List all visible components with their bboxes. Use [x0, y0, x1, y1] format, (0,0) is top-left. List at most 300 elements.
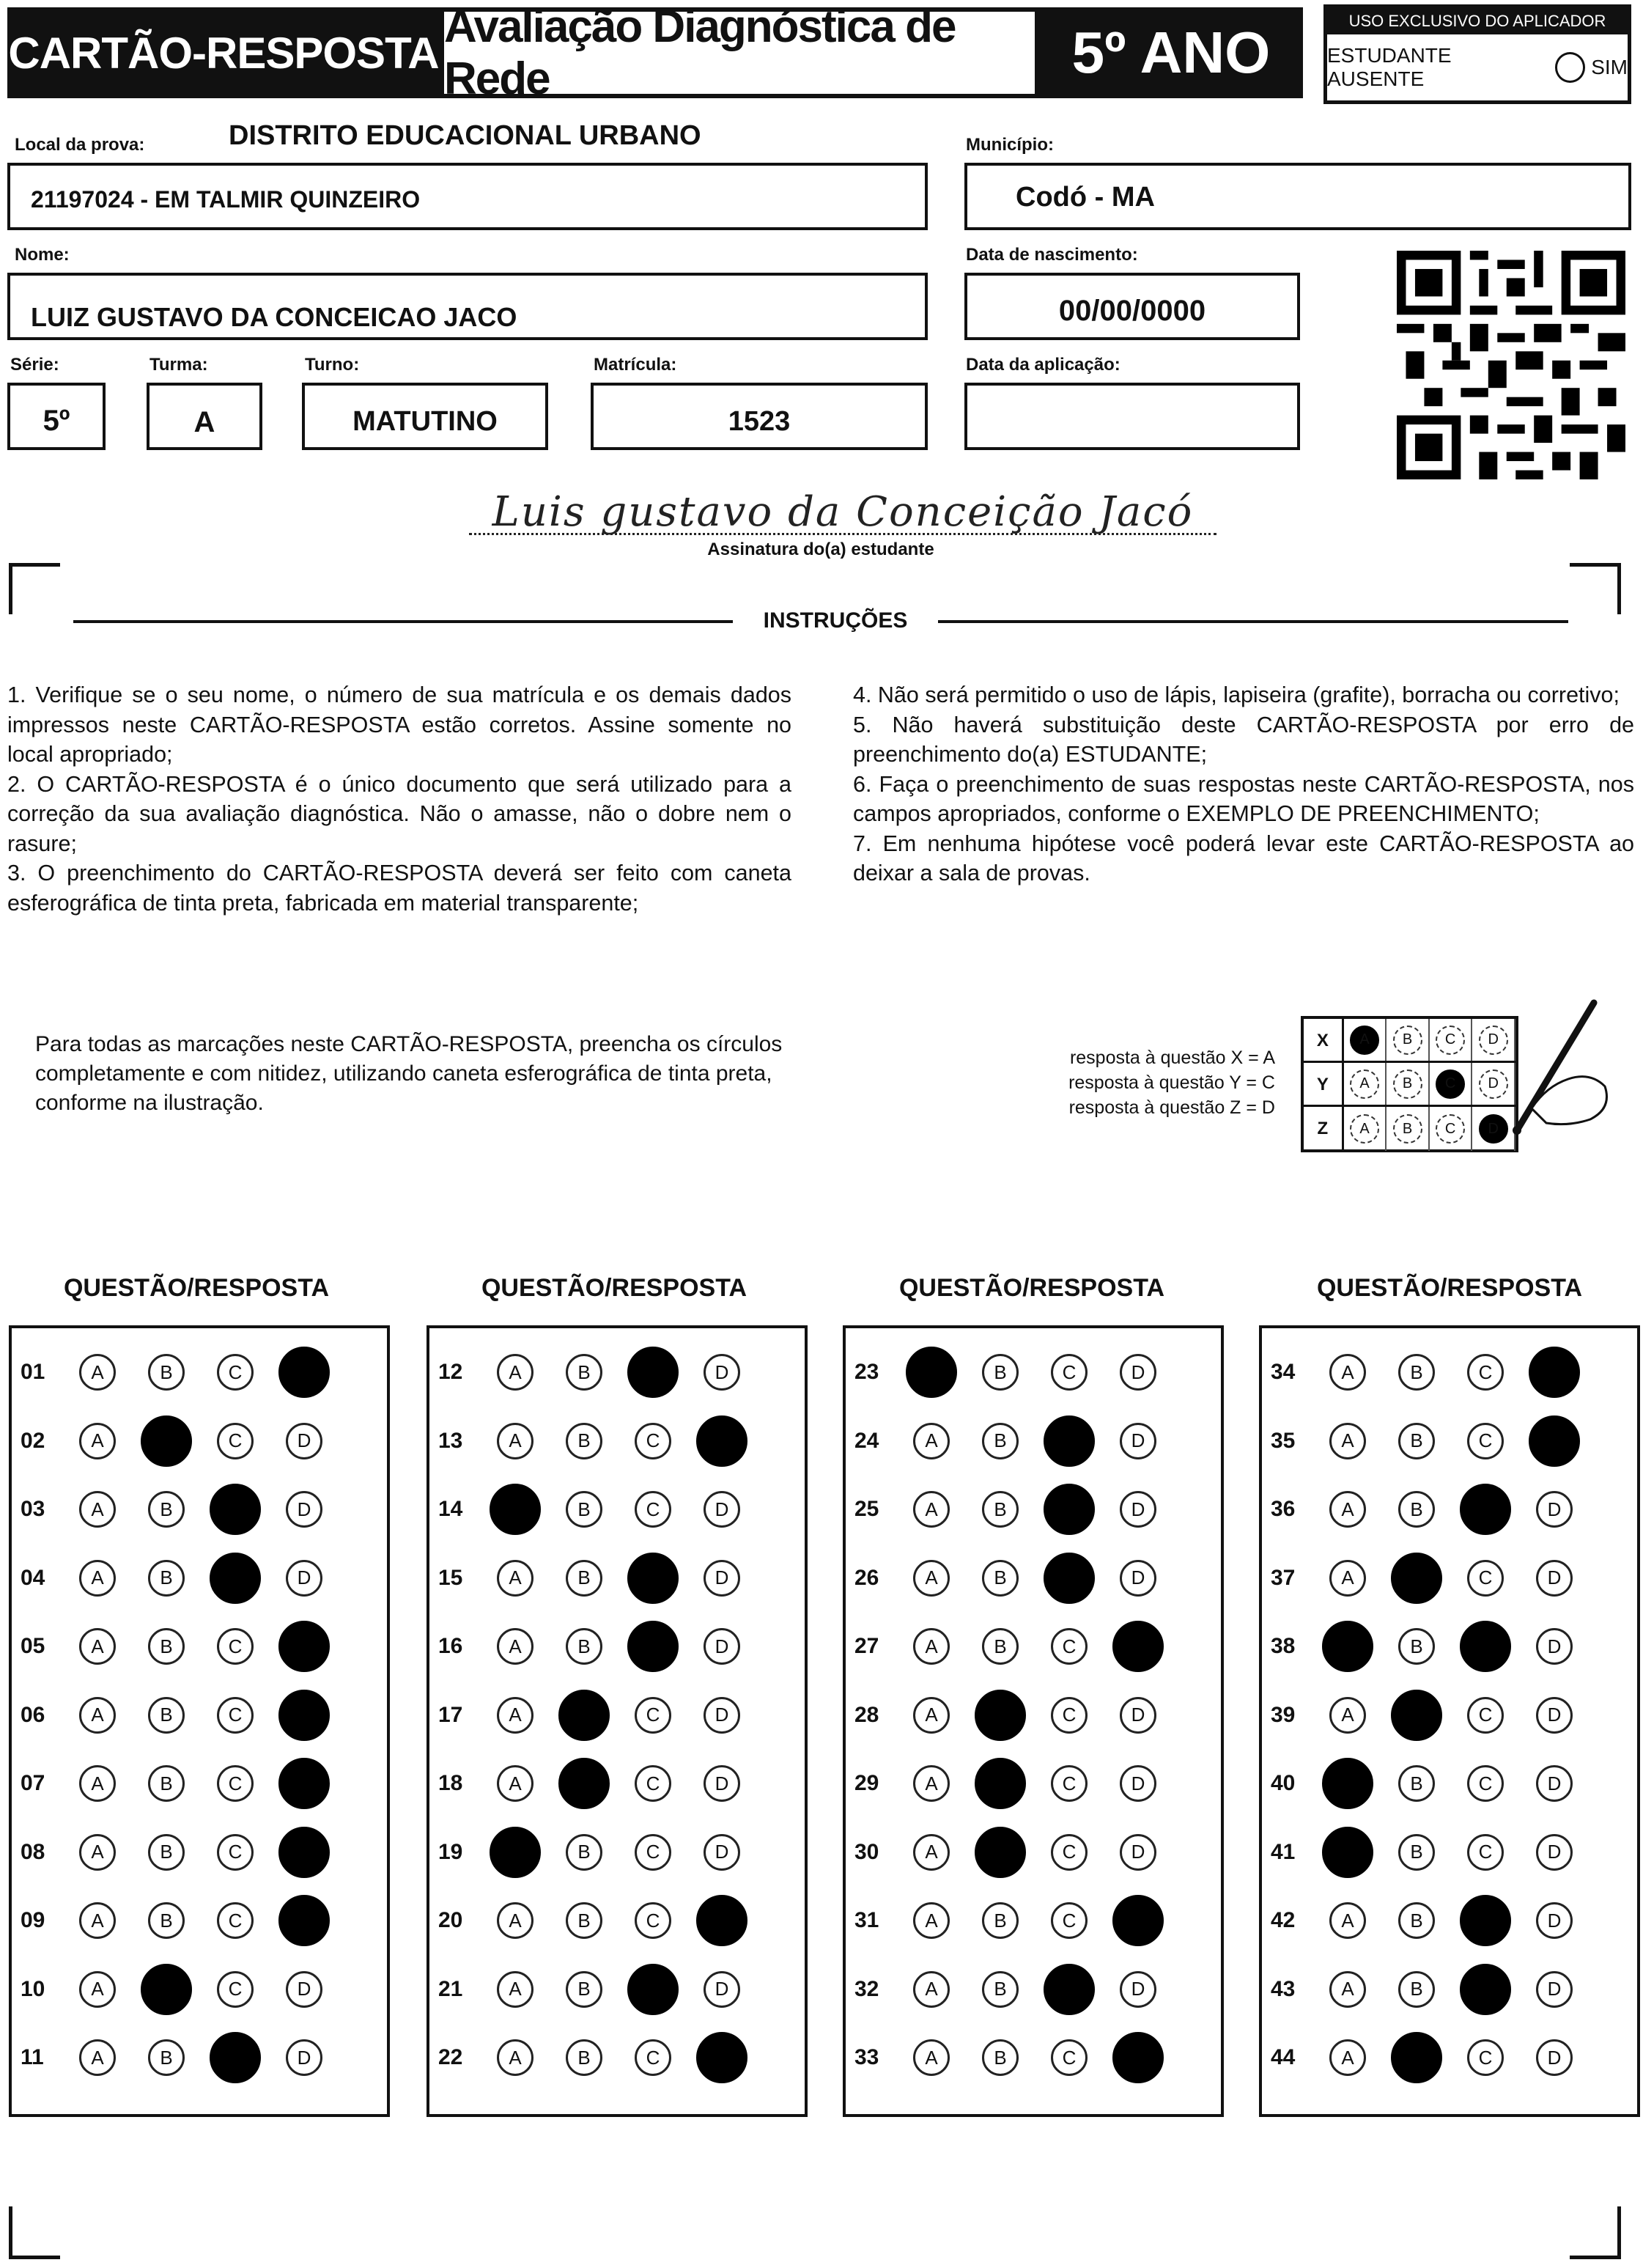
- answer-bubble-b[interactable]: B: [148, 1560, 185, 1597]
- answer-row: [429, 1830, 805, 1874]
- answer-bubble-b[interactable]: B: [558, 1690, 610, 1741]
- answer-bubble-b[interactable]: B: [148, 1628, 185, 1665]
- answer-row: [1262, 2036, 1637, 2080]
- answer-bubble-a[interactable]: A: [490, 1484, 541, 1535]
- answer-bubble-b[interactable]: B: [566, 2039, 602, 2076]
- answer-bubble-a[interactable]: A: [913, 1765, 950, 1802]
- answer-row: [429, 1624, 805, 1668]
- answer-bubble-a[interactable]: A: [497, 1423, 533, 1459]
- answer-bubble-d[interactable]: D: [278, 1827, 330, 1878]
- municipio-value: Codó - MA: [1016, 182, 1155, 213]
- answer-bubble-b[interactable]: B: [148, 1491, 185, 1528]
- example-bubble-b: B: [1393, 1114, 1422, 1144]
- answer-bubble-b[interactable]: B: [148, 1902, 185, 1939]
- answer-bubble-a[interactable]: A: [1329, 1423, 1366, 1459]
- answer-bubble-b[interactable]: B: [1398, 1423, 1435, 1459]
- answer-bubble-a[interactable]: A: [497, 1902, 533, 1939]
- question-number: 31: [854, 1908, 879, 1932]
- answer-bubble-b[interactable]: B: [148, 1354, 185, 1391]
- answer-bubble-d[interactable]: D: [286, 2039, 322, 2076]
- example-z-text: resposta à questão Z = D: [1068, 1097, 1275, 1118]
- answer-bubble-a[interactable]: A: [79, 1765, 116, 1802]
- turma-label: Turma:: [149, 355, 208, 375]
- question-number: 39: [1271, 1702, 1296, 1727]
- answer-bubble-d[interactable]: D: [1536, 1902, 1573, 1939]
- answer-row: [1262, 1350, 1637, 1394]
- aplicacao-field[interactable]: [964, 383, 1300, 450]
- answer-bubble-d[interactable]: D: [704, 1491, 740, 1528]
- answer-bubble-c[interactable]: C: [1467, 1765, 1504, 1802]
- answer-bubble-a[interactable]: A: [79, 1491, 116, 1528]
- answer-bubble-b[interactable]: B: [1391, 2032, 1442, 2083]
- example-bubble-a: A: [1350, 1069, 1379, 1099]
- answer-bubble-d[interactable]: D: [1536, 2039, 1573, 2076]
- answer-bubble-d[interactable]: D: [278, 1758, 330, 1809]
- answer-row: [846, 1693, 1221, 1737]
- question-number: 30: [854, 1839, 879, 1864]
- signature-caption: Assinatura do(a) estudante: [707, 540, 934, 559]
- answer-bubble-d[interactable]: D: [1120, 1971, 1156, 2008]
- answer-bubble-a[interactable]: A: [497, 1628, 533, 1665]
- answer-bubble-c[interactable]: C: [1460, 1964, 1511, 2015]
- answer-bubble-a[interactable]: A: [497, 2039, 533, 2076]
- answer-bubble-b[interactable]: B: [1391, 1553, 1442, 1604]
- example-bubble-d: D: [1479, 1069, 1508, 1099]
- answer-bubble-d[interactable]: D: [704, 1354, 740, 1391]
- answer-row: [1262, 1899, 1637, 1943]
- answer-bubble-a[interactable]: A: [79, 2039, 116, 2076]
- answer-bubble-b[interactable]: B: [566, 1423, 602, 1459]
- answer-bubble-b[interactable]: B: [566, 1834, 602, 1871]
- exam-title: Avaliação Diagnóstica de Rede: [440, 7, 1039, 98]
- answer-bubble-b[interactable]: B: [975, 1827, 1026, 1878]
- answer-bubble-a[interactable]: A: [79, 1628, 116, 1665]
- answer-bubble-a[interactable]: A: [1329, 1354, 1366, 1391]
- question-number: 40: [1271, 1771, 1296, 1795]
- turno-value: MATUTINO: [352, 406, 498, 437]
- answer-bubble-d[interactable]: D: [1120, 1765, 1156, 1802]
- answer-bubble-d[interactable]: D: [1536, 1628, 1573, 1665]
- answer-bubble-b[interactable]: B: [566, 1491, 602, 1528]
- answer-row: [429, 1556, 805, 1600]
- question-number: 28: [854, 1702, 879, 1727]
- answer-bubble-d[interactable]: D: [286, 1491, 322, 1528]
- answer-bubble-b[interactable]: B: [982, 1354, 1019, 1391]
- grade-badge: 5º ANO: [1039, 7, 1303, 98]
- answer-bubble-a[interactable]: A: [79, 1697, 116, 1734]
- answer-bubble-b[interactable]: B: [982, 1902, 1019, 1939]
- absent-bubble[interactable]: [1555, 52, 1585, 83]
- answer-bubble-a[interactable]: A: [79, 1834, 116, 1871]
- answer-bubble-d[interactable]: D: [704, 1628, 740, 1665]
- answer-bubble-d[interactable]: D: [1120, 1834, 1156, 1871]
- answer-bubble-b[interactable]: B: [982, 1560, 1019, 1597]
- question-number: 33: [854, 2045, 879, 2069]
- answer-bubble-b[interactable]: B: [566, 1354, 602, 1391]
- answer-bubble-a[interactable]: A: [913, 1834, 950, 1871]
- answer-bubble-a[interactable]: A: [497, 1697, 533, 1734]
- corner-bottom-right: [1570, 2206, 1621, 2259]
- example-label: X: [1304, 1019, 1344, 1061]
- question-number: 26: [854, 1565, 879, 1590]
- answer-bubble-d[interactable]: D: [1529, 1347, 1580, 1398]
- answer-bubble-c[interactable]: C: [210, 1553, 261, 1604]
- question-number: 02: [21, 1428, 45, 1453]
- answer-bubble-b[interactable]: B: [148, 2039, 185, 2076]
- answer-bubble-c[interactable]: C: [217, 1902, 254, 1939]
- answer-row: [12, 1556, 387, 1600]
- question-number: 29: [854, 1771, 879, 1795]
- turno-field: [302, 383, 548, 450]
- answer-bubble-d[interactable]: D: [704, 1971, 740, 2008]
- question-number: 22: [438, 2045, 463, 2069]
- answer-bubble-b[interactable]: B: [1398, 1765, 1435, 1802]
- answer-bubble-b[interactable]: B: [982, 1491, 1019, 1528]
- answer-row: [846, 1830, 1221, 1874]
- answer-row: [1262, 1761, 1637, 1805]
- instruction-4: 4. Não será permitido o uso de lápis, lapiseira (grafite), borracha ou corretivo;: [853, 682, 1620, 707]
- nasc-label: Data de nascimento:: [966, 245, 1138, 265]
- question-number: 41: [1271, 1839, 1296, 1864]
- example-legend: [1011, 1045, 1275, 1120]
- answer-bubble-d[interactable]: D: [278, 1347, 330, 1398]
- example-label: Y: [1304, 1063, 1344, 1105]
- example-bubble-c: C: [1436, 1026, 1465, 1055]
- answer-bubble-c[interactable]: C: [1460, 1484, 1511, 1535]
- local-label: Local da prova:: [15, 135, 145, 155]
- answer-bubble-c[interactable]: C: [627, 1553, 679, 1604]
- answer-bubble-d[interactable]: D: [704, 1697, 740, 1734]
- question-number: 37: [1271, 1565, 1296, 1590]
- example-bubble-b: B: [1393, 1069, 1422, 1099]
- matricula-value: 1523: [728, 406, 791, 437]
- answer-bubble-a[interactable]: A: [497, 1560, 533, 1597]
- municipio-field: [964, 163, 1631, 230]
- answer-bubble-d[interactable]: D: [286, 1423, 322, 1459]
- answer-bubble-c[interactable]: C: [635, 2039, 671, 2076]
- answer-bubble-c[interactable]: C: [1051, 1834, 1088, 1871]
- answer-bubble-c[interactable]: C: [627, 1964, 679, 2015]
- answer-row: [846, 2036, 1221, 2080]
- answer-row: [1262, 1487, 1637, 1531]
- question-number: 14: [438, 1497, 463, 1521]
- answer-bubble-c[interactable]: C: [217, 1697, 254, 1734]
- column-header-1: QUESTÃO/RESPOSTA: [63, 1274, 330, 1302]
- answer-bubble-b[interactable]: B: [1398, 1971, 1435, 2008]
- answer-bubble-a[interactable]: A: [913, 2039, 950, 2076]
- serie-label: Série:: [10, 355, 59, 375]
- answer-bubble-d[interactable]: D: [1536, 1834, 1573, 1871]
- question-number: 16: [438, 1634, 463, 1658]
- answer-bubble-c[interactable]: C: [1044, 1553, 1095, 1604]
- answer-bubble-d[interactable]: D: [696, 1895, 747, 1946]
- question-number: 18: [438, 1771, 463, 1795]
- instr-rule-left: [73, 620, 733, 623]
- instructions-right: [853, 680, 1634, 888]
- answer-bubble-c[interactable]: C: [635, 1491, 671, 1528]
- answer-bubble-d[interactable]: D: [696, 1415, 747, 1467]
- example-bubble-d: D: [1479, 1114, 1508, 1144]
- example-row: [1304, 1107, 1515, 1151]
- local-field: [7, 163, 928, 230]
- answer-bubble-d[interactable]: D: [1536, 1560, 1573, 1597]
- example-bubble-c: C: [1436, 1069, 1465, 1099]
- question-number: 34: [1271, 1360, 1296, 1384]
- answer-bubble-b[interactable]: B: [141, 1415, 192, 1467]
- answer-bubble-a[interactable]: A: [913, 1491, 950, 1528]
- answer-bubble-a[interactable]: A: [79, 1902, 116, 1939]
- answer-bubble-b[interactable]: B: [982, 1628, 1019, 1665]
- answer-bubble-c[interactable]: C: [1051, 1902, 1088, 1939]
- column-header-4: QUESTÃO/RESPOSTA: [1316, 1274, 1583, 1302]
- column-header-3: QUESTÃO/RESPOSTA: [898, 1274, 1165, 1302]
- answer-bubble-c[interactable]: C: [217, 1628, 254, 1665]
- example-row: [1304, 1019, 1515, 1063]
- answer-bubble-d[interactable]: D: [1112, 2032, 1164, 2083]
- answer-bubble-c[interactable]: C: [1051, 1628, 1088, 1665]
- answer-bubble-d[interactable]: D: [704, 1560, 740, 1597]
- question-number: 01: [21, 1360, 45, 1384]
- nasc-field: [964, 273, 1300, 340]
- district-name: DISTRITO EDUCACIONAL URBANO: [229, 120, 701, 151]
- absent-label: ESTUDANTE AUSENTE: [1327, 44, 1452, 90]
- answer-bubble-c[interactable]: C: [635, 1423, 671, 1459]
- instruction-2: 2. O CARTÃO-RESPOSTA é o único documento que será utilizado para a correção da sua avaliação diagnóstica. Não o amasse, não o dobre nem o rasure;: [7, 771, 791, 856]
- answer-bubble-d[interactable]: D: [704, 1834, 740, 1871]
- answer-bubble-d[interactable]: D: [696, 2032, 747, 2083]
- answer-bubble-d[interactable]: D: [1120, 1491, 1156, 1528]
- aplicacao-label: Data da aplicação:: [966, 355, 1120, 375]
- answer-bubble-c[interactable]: C: [635, 1765, 671, 1802]
- answer-bubble-d[interactable]: D: [1536, 1491, 1573, 1528]
- answer-bubble-b[interactable]: B: [1391, 1690, 1442, 1741]
- answer-row: [429, 1487, 805, 1531]
- answer-bubble-b[interactable]: B: [1398, 1834, 1435, 1871]
- answer-bubble-c[interactable]: C: [1460, 1895, 1511, 1946]
- answer-bubble-c[interactable]: C: [1051, 1765, 1088, 1802]
- question-number: 06: [21, 1702, 45, 1727]
- answer-bubble-c[interactable]: C: [1044, 1964, 1095, 2015]
- answer-bubble-a[interactable]: A: [79, 1971, 116, 2008]
- answer-bubble-c[interactable]: C: [1467, 1560, 1504, 1597]
- answer-bubble-d[interactable]: D: [286, 1971, 322, 2008]
- matricula-field: [591, 383, 928, 450]
- answer-bubble-c[interactable]: C: [1044, 1484, 1095, 1535]
- serie-field: [7, 383, 106, 450]
- answer-bubble-a[interactable]: A: [497, 1765, 533, 1802]
- answer-bubble-c[interactable]: C: [635, 1834, 671, 1871]
- answer-bubble-c[interactable]: C: [635, 1697, 671, 1734]
- answer-bubble-c[interactable]: C: [635, 1902, 671, 1939]
- corner-top-right: [1570, 563, 1621, 614]
- answer-bubble-b[interactable]: B: [1398, 1902, 1435, 1939]
- answer-bubble-a[interactable]: A: [913, 1423, 950, 1459]
- answer-bubble-a[interactable]: A: [913, 1902, 950, 1939]
- answer-bubble-c[interactable]: C: [217, 1354, 254, 1391]
- answer-row: [846, 1624, 1221, 1668]
- instruction-7: 7. Em nenhuma hipótese você poderá levar este CARTÃO-RESPOSTA ao deixar a sala de provas.: [853, 831, 1634, 886]
- question-number: 13: [438, 1428, 463, 1453]
- turma-value: A: [193, 406, 215, 438]
- answer-row: [12, 1624, 387, 1668]
- answer-bubble-b[interactable]: B: [148, 1697, 185, 1734]
- question-number: 17: [438, 1702, 463, 1727]
- answer-row: [12, 1899, 387, 1943]
- example-table: [1301, 1016, 1518, 1152]
- answer-bubble-c[interactable]: C: [1467, 1423, 1504, 1459]
- answer-bubble-a[interactable]: A: [497, 1354, 533, 1391]
- absent-yes-label: SIM: [1591, 56, 1628, 78]
- question-number: 43: [1271, 1976, 1296, 2001]
- answer-bubble-b[interactable]: B: [1398, 1491, 1435, 1528]
- answer-bubble-c[interactable]: C: [1467, 1834, 1504, 1871]
- answer-bubble-d[interactable]: D: [1120, 1560, 1156, 1597]
- instruction-6: 6. Faça o preenchimento de suas respostas neste CARTÃO-RESPOSTA, nos campos apropriados, conforme o EXEMPLO DE PREENCHIMENTO;: [853, 771, 1634, 826]
- answer-bubble-d[interactable]: D: [1120, 1423, 1156, 1459]
- answer-bubble-b[interactable]: B: [975, 1758, 1026, 1809]
- example-y-text: resposta à questão Y = C: [1068, 1072, 1275, 1093]
- answer-bubble-c[interactable]: C: [1467, 1354, 1504, 1391]
- question-number: 36: [1271, 1497, 1296, 1521]
- answer-row: [1262, 1419, 1637, 1463]
- answer-bubble-a[interactable]: A: [79, 1560, 116, 1597]
- answer-bubble-b[interactable]: B: [558, 1758, 610, 1809]
- answer-bubble-b[interactable]: B: [975, 1690, 1026, 1741]
- answer-row: [846, 1487, 1221, 1531]
- question-number: 24: [854, 1428, 879, 1453]
- answer-bubble-c[interactable]: C: [1051, 1697, 1088, 1734]
- answer-bubble-d[interactable]: D: [1536, 1697, 1573, 1734]
- question-number: 23: [854, 1360, 879, 1384]
- answer-bubble-b[interactable]: B: [566, 1902, 602, 1939]
- municipio-label: Município:: [966, 135, 1054, 155]
- example-row: [1304, 1063, 1515, 1107]
- turno-label: Turno:: [305, 355, 360, 375]
- answer-bubble-a[interactable]: A: [1329, 1491, 1366, 1528]
- answer-bubble-a[interactable]: A: [913, 1560, 950, 1597]
- question-number: 08: [21, 1839, 45, 1864]
- answer-bubble-b[interactable]: B: [566, 1628, 602, 1665]
- answer-bubble-a[interactable]: A: [1329, 1971, 1366, 2008]
- answer-panel-1: [9, 1325, 390, 2117]
- answer-bubble-d[interactable]: D: [278, 1621, 330, 1672]
- answer-row: [429, 1967, 805, 2011]
- answer-bubble-d[interactable]: D: [1120, 1354, 1156, 1391]
- question-number: 09: [21, 1908, 45, 1932]
- answer-bubble-d[interactable]: D: [1536, 1765, 1573, 1802]
- answer-bubble-a[interactable]: A: [1329, 1697, 1366, 1734]
- answer-bubble-a[interactable]: A: [1322, 1758, 1373, 1809]
- answer-bubble-a[interactable]: A: [490, 1827, 541, 1878]
- answer-bubble-d[interactable]: D: [1529, 1415, 1580, 1467]
- answer-bubble-b[interactable]: B: [148, 1765, 185, 1802]
- answer-bubble-d[interactable]: D: [1112, 1621, 1164, 1672]
- answer-bubble-c[interactable]: C: [627, 1621, 679, 1672]
- answer-bubble-a[interactable]: A: [497, 1971, 533, 2008]
- instruction-5: 5. Não haverá substituição deste CARTÃO-RESPOSTA por erro de preenchimento do(a) ESTUDANTE;: [853, 712, 1634, 767]
- answer-row: [12, 1830, 387, 1874]
- answer-bubble-b[interactable]: B: [141, 1964, 192, 2015]
- answer-row: [846, 1350, 1221, 1394]
- answer-row: [846, 1761, 1221, 1805]
- answer-bubble-a[interactable]: A: [906, 1347, 957, 1398]
- answer-bubble-b[interactable]: B: [982, 1971, 1019, 2008]
- answer-row: [12, 1761, 387, 1805]
- question-number: 03: [21, 1497, 45, 1521]
- answer-bubble-a[interactable]: A: [1322, 1621, 1373, 1672]
- nome-value: LUIZ GUSTAVO DA CONCEICAO JACO: [31, 302, 517, 332]
- question-number: 11: [21, 2045, 44, 2069]
- answer-panel-3: [843, 1325, 1224, 2117]
- nome-label: Nome:: [15, 245, 70, 265]
- answer-bubble-d[interactable]: D: [278, 1690, 330, 1741]
- example-x-text: resposta à questão X = A: [1069, 1048, 1275, 1068]
- answer-bubble-d[interactable]: D: [1536, 1971, 1573, 2008]
- answer-bubble-b[interactable]: B: [1398, 1354, 1435, 1391]
- answer-bubble-c[interactable]: C: [1467, 2039, 1504, 2076]
- answer-bubble-c[interactable]: C: [217, 1834, 254, 1871]
- example-bubble-b: B: [1393, 1026, 1422, 1055]
- question-number: 44: [1271, 2045, 1296, 2069]
- answer-bubble-d[interactable]: D: [704, 1765, 740, 1802]
- answer-bubble-d[interactable]: D: [1112, 1895, 1164, 1946]
- answer-bubble-b[interactable]: B: [1398, 1628, 1435, 1665]
- question-number: 20: [438, 1908, 463, 1932]
- answer-bubble-c[interactable]: C: [1044, 1415, 1095, 1467]
- instr-rule-right: [938, 620, 1568, 623]
- answer-bubble-a[interactable]: A: [1329, 1560, 1366, 1597]
- answer-bubble-b[interactable]: B: [982, 2039, 1019, 2076]
- answer-row: [1262, 1967, 1637, 2011]
- answer-bubble-b[interactable]: B: [566, 1560, 602, 1597]
- answer-bubble-c[interactable]: C: [210, 2032, 261, 2083]
- answer-bubble-c[interactable]: C: [217, 1765, 254, 1802]
- answer-row: [846, 1967, 1221, 2011]
- answer-row: [429, 1350, 805, 1394]
- answer-bubble-d[interactable]: D: [1120, 1697, 1156, 1734]
- answer-bubble-c[interactable]: C: [217, 1971, 254, 2008]
- answer-bubble-c[interactable]: C: [1051, 2039, 1088, 2076]
- answer-bubble-b[interactable]: B: [982, 1423, 1019, 1459]
- instructions-left: [7, 680, 791, 918]
- answer-bubble-c[interactable]: C: [627, 1347, 679, 1398]
- answer-bubble-c[interactable]: C: [1051, 1354, 1088, 1391]
- answer-bubble-a[interactable]: A: [913, 1971, 950, 2008]
- question-number: 38: [1271, 1634, 1296, 1658]
- answer-bubble-b[interactable]: B: [566, 1971, 602, 2008]
- question-number: 04: [21, 1565, 45, 1590]
- answer-bubble-c[interactable]: C: [1460, 1621, 1511, 1672]
- answer-bubble-a[interactable]: A: [1329, 1902, 1366, 1939]
- answer-row: [12, 1419, 387, 1463]
- answer-bubble-a[interactable]: A: [79, 1423, 116, 1459]
- answer-bubble-c[interactable]: C: [210, 1484, 261, 1535]
- answer-bubble-a[interactable]: A: [79, 1354, 116, 1391]
- answer-bubble-d[interactable]: D: [286, 1560, 322, 1597]
- answer-bubble-c[interactable]: C: [217, 1423, 254, 1459]
- answer-bubble-a[interactable]: A: [1322, 1827, 1373, 1878]
- answer-bubble-a[interactable]: A: [1329, 2039, 1366, 2076]
- answer-bubble-d[interactable]: D: [278, 1895, 330, 1946]
- answer-bubble-a[interactable]: A: [913, 1628, 950, 1665]
- serie-value: 5º: [43, 405, 70, 437]
- question-number: 25: [854, 1497, 879, 1521]
- answer-bubble-c[interactable]: C: [1467, 1697, 1504, 1734]
- answer-bubble-a[interactable]: A: [913, 1697, 950, 1734]
- answer-bubble-b[interactable]: B: [148, 1834, 185, 1871]
- question-number: 12: [438, 1360, 463, 1384]
- answer-row: [12, 1350, 387, 1394]
